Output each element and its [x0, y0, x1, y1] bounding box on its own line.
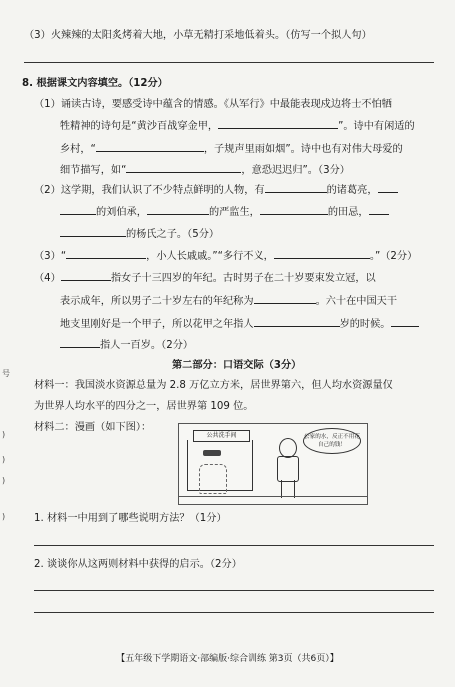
question-2: 2. 谈谈你从这两则材料中获得的启示。（2分）	[34, 559, 242, 570]
q8-4-line4: 指人一百岁。（2分）	[60, 337, 193, 353]
answer-line[interactable]	[34, 590, 434, 591]
person-head	[279, 438, 297, 458]
blank-field[interactable]	[61, 270, 111, 281]
q8-1-line2: 牲精神的诗句是“黄沙百战穿金甲， ”。诗中有闲适的	[60, 118, 415, 134]
q8-2-line3: 的杨氏之子。（5分）	[60, 226, 219, 242]
answer-line[interactable]	[34, 545, 434, 546]
edge-mark: )	[2, 430, 6, 439]
q8-1-line4: 细节描写，如“ ，意恐迟迟归”。（3分）	[60, 162, 350, 178]
blank-field[interactable]	[218, 118, 338, 129]
person-body	[277, 456, 299, 482]
blank-field[interactable]	[60, 204, 96, 215]
edge-mark: )	[2, 455, 6, 464]
q3-prompt: （3）火辣辣的太阳炙烤着大地，小草无精打采地低着头。（仿写一个拟人句）	[24, 30, 372, 41]
running-water-icon	[199, 464, 227, 494]
q8-3: （3）“ ，小人长戚戚。”“多行不义， 。”（2分）	[34, 248, 417, 264]
faucet-icon	[203, 450, 221, 456]
blank-field[interactable]	[126, 162, 241, 173]
edge-mark: )	[2, 512, 6, 521]
question-1: 1. 材料一中用到了哪些说明方法？（1分）	[34, 513, 227, 524]
blank-field[interactable]	[265, 182, 327, 193]
page-footer: 【五年级下学期语文·部编版·综合训练 第3页（共6页）】	[116, 654, 339, 664]
edge-mark: )	[2, 476, 6, 485]
blank-field[interactable]	[369, 204, 389, 215]
answer-line[interactable]	[24, 62, 434, 63]
cartoon-image	[178, 423, 368, 505]
blank-field[interactable]	[147, 204, 209, 215]
material2-label: 材料二：漫画（如下图）：	[34, 422, 152, 433]
q8-4-line3: 地支里刚好是一个甲子，所以花甲之年指人 岁的时候。	[60, 316, 419, 332]
blank-field[interactable]	[60, 337, 100, 348]
restroom-sign: 公共洗手间	[193, 430, 250, 442]
speech-bubble: 公家的水，反正不用花自己的钱！	[303, 428, 361, 454]
part2-title: 第二部分：口语交际（3分）	[172, 360, 302, 371]
blank-field[interactable]	[60, 226, 126, 237]
q8-4-line1: （4） 指女子十三四岁的年纪。古时男子在二十岁要束发立冠，以	[34, 270, 376, 286]
blank-field[interactable]	[66, 248, 146, 259]
q8-2-line1: （2）这学期，我们认识了不少特点鲜明的人物，有 的诸葛亮，	[34, 182, 398, 198]
q8-4-line2: 表示成年，所以男子二十岁左右的年纪称为 。六十在中国天干	[60, 293, 397, 309]
material1-line2: 为世界人均水平的四分之一，居世界第 109 位。	[34, 401, 254, 412]
blank-field[interactable]	[378, 182, 398, 193]
edge-mark: 号	[2, 369, 10, 378]
blank-field[interactable]	[391, 316, 419, 327]
blank-field[interactable]	[254, 293, 316, 304]
q8-heading: 8. 根据课文内容填空。（12分）	[22, 78, 168, 89]
blank-field[interactable]	[274, 248, 370, 259]
q8-1-line3: 乡村，“ ，子规声里雨如烟”。诗中也有对伟大母爱的	[60, 141, 403, 157]
q8-2-line2: 的刘伯承， 的严监生， 的田忌，	[60, 204, 389, 220]
blank-field[interactable]	[96, 141, 204, 152]
ground-line	[179, 496, 367, 497]
answer-line[interactable]	[34, 612, 434, 613]
blank-field[interactable]	[260, 204, 328, 215]
blank-field[interactable]	[254, 316, 340, 327]
q8-1-line1: （1）诵读古诗，要感受诗中蕴含的情感。《从军行》中最能表现戍边将士不怕牺	[34, 99, 392, 110]
material1-line1: 材料一：我国淡水资源总量为 2.8 万亿立方米，居世界第六，但人均水资源量仅	[34, 380, 393, 391]
